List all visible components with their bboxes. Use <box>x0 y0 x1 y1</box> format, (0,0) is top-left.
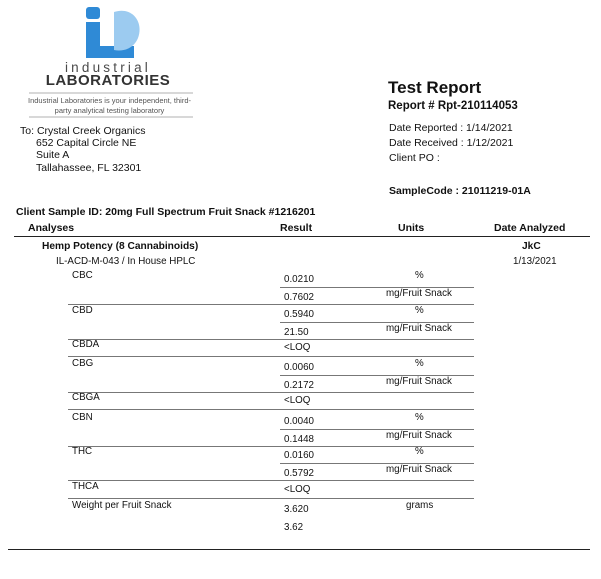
row-rule <box>68 498 474 499</box>
result-value: <LOQ <box>284 395 311 406</box>
date-received: Date Received : 1/12/2021 <box>389 137 514 150</box>
unit-label: % <box>415 358 424 369</box>
header-analyses: Analyses <box>28 222 75 234</box>
row-inner-rule <box>280 287 474 288</box>
client-suite: Suite A <box>36 149 70 162</box>
analyte-name: CBD <box>72 305 93 316</box>
date-analyzed: 1/13/2021 <box>513 256 557 267</box>
client-sample-id: Client Sample ID: 20mg Full Spectrum Fruit Snack #1216201 <box>16 206 316 218</box>
header-rule <box>14 236 590 237</box>
row-rule <box>68 356 474 357</box>
result-value-2: 0.1448 <box>284 434 314 445</box>
date-reported: Date Reported : 1/14/2021 <box>389 122 513 134</box>
row-rule <box>68 409 474 410</box>
row-rule <box>68 446 474 447</box>
row-inner-rule <box>280 429 474 430</box>
row-inner-rule <box>280 375 474 376</box>
unit-label: % <box>415 446 424 457</box>
to-label: To: <box>20 125 35 137</box>
footer-rule <box>8 549 590 550</box>
header-result: Result <box>280 222 313 234</box>
analyte-name: CBC <box>72 270 93 281</box>
unit-label: % <box>415 270 424 281</box>
analyte-name: THC <box>72 446 93 457</box>
unit-label: % <box>415 305 424 316</box>
analyte-name: Weight per Fruit Snack <box>72 500 172 511</box>
analyte-name: THCA <box>72 481 99 492</box>
row-rule <box>68 339 474 340</box>
unit-label-2: mg/Fruit Snack <box>386 464 452 475</box>
unit-label-2: mg/Fruit Snack <box>386 323 452 334</box>
client-street: 652 Capital Circle NE <box>36 137 137 150</box>
row-rule <box>68 480 474 481</box>
unit-label: % <box>415 412 424 423</box>
client-po: Client PO : <box>389 152 440 165</box>
unit-label-2: mg/Fruit Snack <box>386 376 452 387</box>
result-value-2: 0.5792 <box>284 468 314 479</box>
logo-word-laboratories: LABORATORIES <box>45 72 171 89</box>
analyst: JkC <box>522 241 541 252</box>
unit-label-2: mg/Fruit Snack <box>386 288 452 299</box>
unit-label: grams <box>406 500 434 511</box>
row-inner-rule <box>280 463 474 464</box>
result-value-2: 0.7602 <box>284 292 314 303</box>
result-value: 0.0060 <box>284 362 314 373</box>
result-value: 0.0160 <box>284 450 314 461</box>
analyte-name: CBGA <box>72 392 100 403</box>
result-value: 0.5940 <box>284 309 314 320</box>
client-address <box>20 125 145 174</box>
result-value: 0.0040 <box>284 416 314 427</box>
result-value: <LOQ <box>284 484 311 495</box>
client-name: Crystal Creek Organics <box>36 125 146 137</box>
client-city: Tallahassee, FL 32301 <box>36 161 142 174</box>
result-value-2: 0.2172 <box>284 380 314 391</box>
logo-tagline: Industrial Laboratories is your independent, third-party analytical testing laboratory <box>28 96 192 115</box>
row-inner-rule <box>280 322 474 323</box>
sample-code: SampleCode : 21011219-01A <box>389 185 531 197</box>
report-number: Report # Rpt-210114053 <box>388 100 518 112</box>
result-value-2: 21.50 <box>284 327 309 338</box>
result-value: 3.620 <box>284 504 309 515</box>
header-units: Units <box>398 222 425 234</box>
analyte-name: CBG <box>72 358 94 369</box>
report-dates <box>389 121 513 167</box>
section-title: Hemp Potency (8 Cannabinoids) <box>42 241 199 252</box>
result-value: 0.0210 <box>284 274 314 285</box>
row-rule <box>68 392 474 393</box>
analyte-name: CBDA <box>72 339 100 350</box>
analyte-name: CBN <box>72 412 93 423</box>
result-value: <LOQ <box>284 342 311 353</box>
row-rule <box>68 304 474 305</box>
unit-label-2: mg/Fruit Snack <box>386 430 452 441</box>
result-value-2: 3.62 <box>284 522 304 533</box>
header-date-analyzed: Date Analyzed <box>494 222 566 234</box>
method: IL-ACD-M-043 / In House HPLC <box>56 256 196 267</box>
report-title: Test Report <box>388 78 482 97</box>
logo-word-industrial: industrial <box>64 60 152 75</box>
